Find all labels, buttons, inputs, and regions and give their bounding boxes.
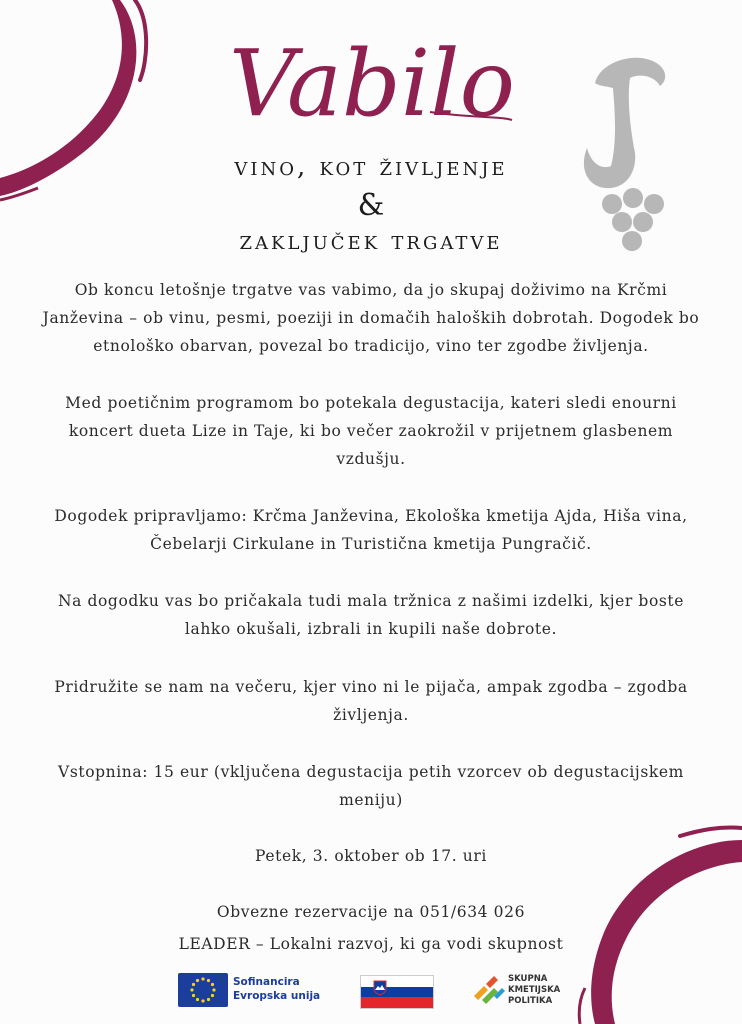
reservation-info: Obvezne rezervacije na 051/634 026: [216, 903, 526, 921]
slovenia-flag-icon: [360, 975, 434, 1009]
event-date: Petek, 3. oktober ob 17. uri: [255, 847, 487, 865]
headline-line-1: vino, kot življenje: [234, 152, 508, 182]
eu-cofinancing-label: Sofinancira Evropska unija: [233, 976, 321, 1002]
program-paragraph: Med poetičnim programom bo potekala degustacija, kateri sledi enourni koncert dueta Lize in Taje, ki bo večer zaokrožil v prijetnem glasbenem vzdušju.: [65, 394, 677, 468]
skp-logo-icon: [472, 974, 506, 1006]
headline-ampersand: &: [357, 188, 385, 223]
title-text: Vabilo: [229, 30, 515, 137]
ticket-price-paragraph: Vstopnina: 15 eur (vključena degustacija petih vzorcev ob degustacijskem meniju): [58, 763, 684, 809]
headline-line-2: zaključek trgatve: [239, 226, 503, 256]
skp-label: SKUPNA KMETIJSKA POLITIKA: [508, 974, 561, 1006]
join-paragraph: Pridružite se nam na večeru, kjer vino ni le pijača, ampak zgodba – zgodba življenja.: [54, 678, 688, 724]
eu-flag-icon: [178, 973, 228, 1007]
intro-paragraph: Ob koncu letošnje trgatve vas vabimo, da jo skupaj doživimo na Krčmi Janževina – ob vinu, pesmi, poeziji in domačih haloških dobrotah. Dogodek bo etnološko obarvan, povezal bo tradicijo, vino ter zgodbe življenja.: [42, 281, 700, 355]
organizers-paragraph: Dogodek pripravljamo: Krčma Janževina, Ekološka kmetija Ajda, Hiša vina, Čebelarji Cirkulane in Turistična kmetija Pungračič.: [54, 507, 688, 553]
market-paragraph: Na dogodku vas bo pričakala tudi mala tržnica z našimi izdelki, kjer boste lahko okušali, izbrali in kupili naše dobrote.: [57, 592, 685, 638]
leader-note: LEADER – Lokalni razvoj, ki ga vodi skupnost: [178, 935, 564, 953]
